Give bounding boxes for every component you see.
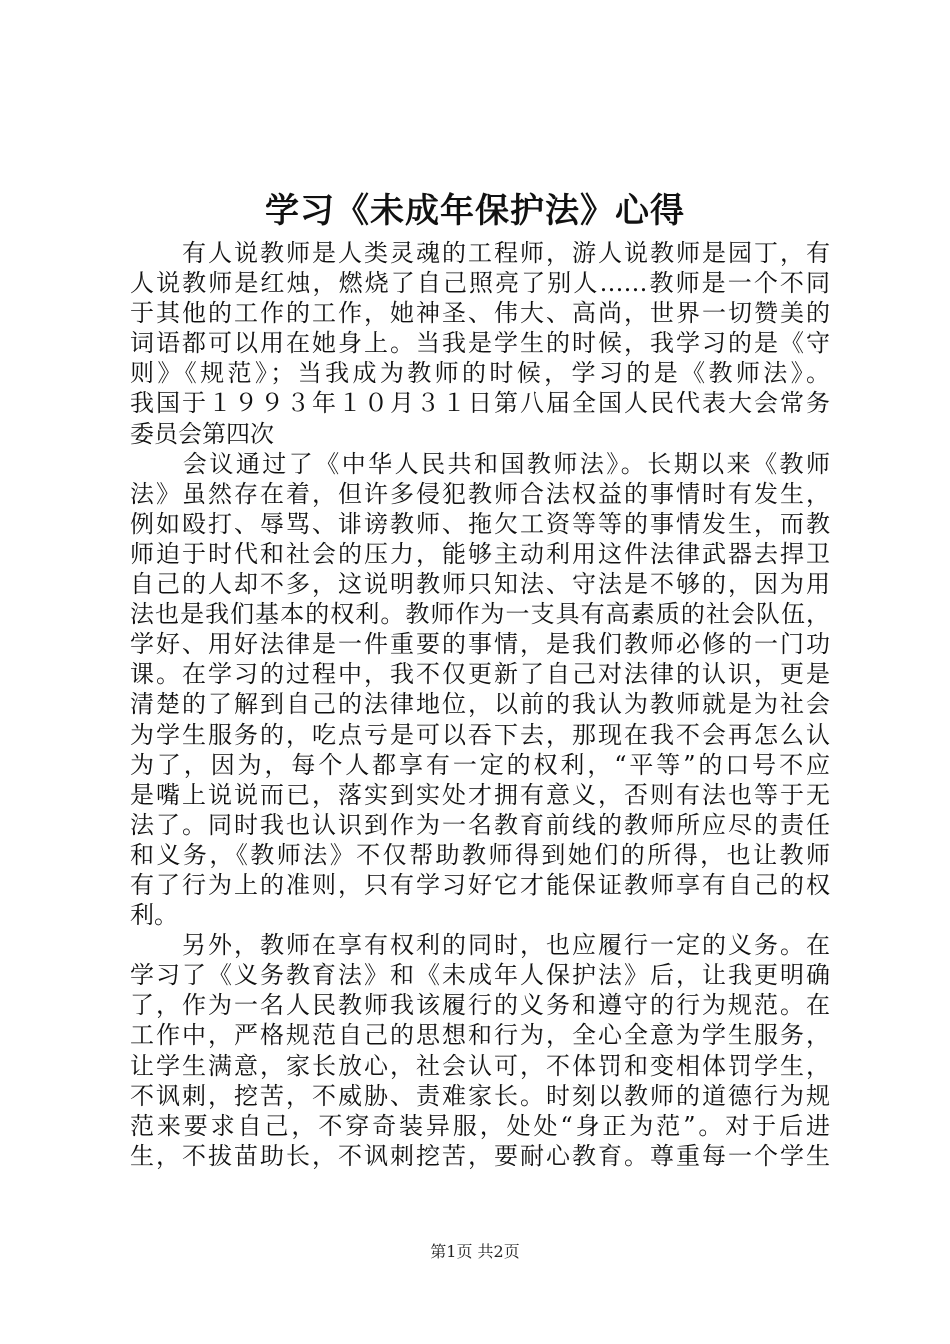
text-line: 法了。同时我也认识到作为一名教育前线的教师所应尽的责任 — [130, 810, 830, 839]
text-line: 有人说教师是人类灵魂的工程师，游人说教师是园丁，有 — [130, 239, 830, 267]
text-line: 人说教师是红烛，燃烧了自己照亮了别人……教师是一个不同 — [130, 269, 830, 298]
text-line: 学习了《义务教育法》和《未成年人保护法》后，让我更明确 — [130, 961, 830, 990]
text-line: 学好、用好法律是一件重要的事情，是我们教师必修的一门功 — [130, 630, 830, 659]
text-line: 利。 — [130, 901, 178, 930]
text-line: 另外，教师在享有权利的同时，也应履行一定的义务。在 — [130, 931, 830, 960]
text-line: 自己的人却不多，这说明教师只知法、守法是不够的，因为用 — [130, 570, 830, 599]
text-line: 工作中，严格规范自己的思想和行为，全心全意为学生服务， — [130, 1021, 830, 1050]
text-line: 清楚的了解到自己的法律地位，以前的我认为教师就是为社会 — [130, 690, 830, 719]
text-line: 法》虽然存在着，但许多侵犯教师合法权益的事情时有发生， — [130, 479, 830, 508]
text-line: 师迫于时代和社会的压力，能够主动利用这件法律武器去捍卫 — [130, 539, 830, 568]
page-footer: 第1页 共2页 — [430, 1242, 520, 1261]
text-line: 法也是我们基本的权利。教师作为一支具有高素质的社会队伍， — [130, 600, 830, 629]
text-line: 为学生服务的，吃点亏是可以吞下去，那现在我不会再怎么认 — [130, 720, 830, 749]
text-line: 让学生满意，家长放心，社会认可，不体罚和变相体罚学生， — [130, 1051, 830, 1080]
text-line: 课。在学习的过程中，我不仅更新了自己对法律的认识，更是 — [130, 660, 830, 689]
text-line: 生，不拔苗助长，不讽刺挖苦，要耐心教育。尊重每一个学生 — [130, 1141, 830, 1170]
document-title: 学习《未成年保护法》心得 — [265, 191, 685, 231]
text-line: 词语都可以用在她身上。当我是学生的时候，我学习的是《守 — [130, 329, 830, 358]
text-line: 于其他的工作的工作，她神圣、伟大、高尚，世界一切赞美的 — [130, 299, 830, 328]
text-line: 了，作为一名人民教师我该履行的义务和遵守的行为规范。在 — [130, 991, 830, 1020]
text-line: 为了，因为，每个人都享有一定的权利，“平等”的口号不应 — [130, 750, 830, 779]
document-body — [130, 238, 830, 1171]
text-line: 委员会第四次 — [130, 419, 274, 448]
text-line: 有了行为上的准则，只有学习好它才能保证教师享有自己的权 — [130, 870, 830, 899]
text-line: 是嘴上说说而已，落实到实处才拥有意义，否则有法也等于无 — [130, 780, 830, 809]
text-line: 范来要求自己，不穿奇装异服，处处“身正为范”。对于后进 — [130, 1111, 830, 1140]
text-line: 和义务，《教师法》不仅帮助教师得到她们的所得，也让教师 — [130, 840, 830, 869]
text-line: 例如殴打、辱骂、诽谤教师、拖欠工资等等的事情发生，而教 — [130, 509, 830, 538]
text-line: 我国于１９９３年１０月３１日第八届全国人民代表大会常务 — [130, 389, 830, 418]
text-line: 则》《规范》；当我成为教师的时候，学习的是《教师法》。 — [130, 359, 830, 388]
text-line: 不讽刺，挖苦，不威胁、责难家长。时刻以教师的道德行为规 — [130, 1081, 830, 1110]
text-line: 会议通过了《中华人民共和国教师法》。长期以来《教师 — [130, 449, 830, 478]
